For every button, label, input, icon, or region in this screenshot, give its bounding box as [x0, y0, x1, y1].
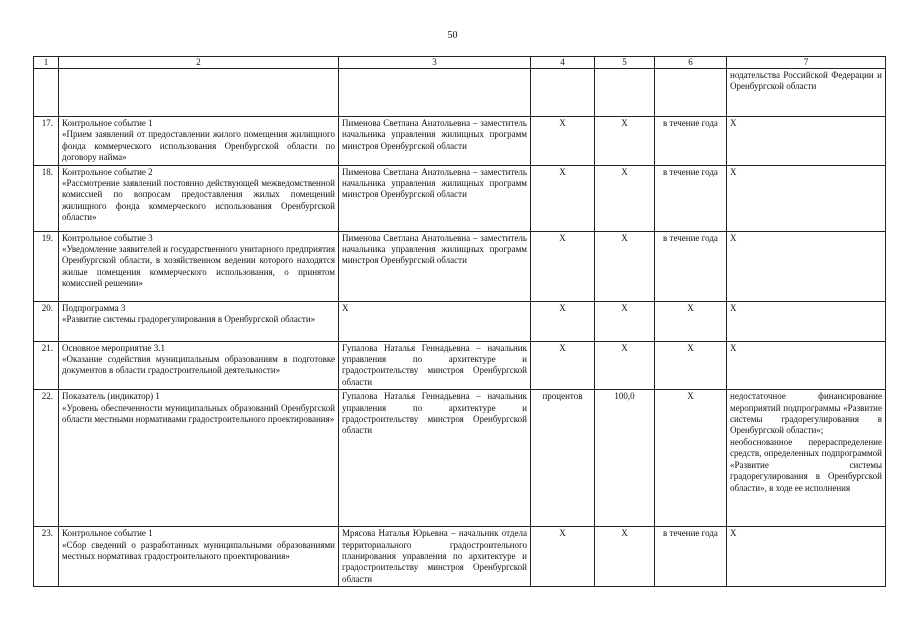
- row-unit: X: [531, 165, 595, 231]
- row-description: Контрольное событие 1 «Сбор сведений о разработанных муниципальными образованиями местных нормативах градостроительного проектирования»: [59, 527, 339, 587]
- row-description: Показатель (индикатор) 1 «Уровень обеспеченности муниципальных образований Оренбургской области местными нормативами градостроительного проектирования»: [59, 390, 339, 527]
- row-value: X: [595, 117, 655, 166]
- table-row: [34, 341, 886, 390]
- column-header: 6: [655, 57, 727, 69]
- column-header: 1: [34, 57, 59, 69]
- row-unit: X: [531, 117, 595, 166]
- row-description: Подпрограмма 3 «Развитие системы градорегулирования в Оренбургской области»: [59, 301, 339, 341]
- row-number: 17.: [34, 117, 59, 166]
- row-notes: X: [727, 117, 886, 166]
- row-unit: X: [531, 527, 595, 587]
- row-value: X: [595, 165, 655, 231]
- row-notes: нодательства Российской Федерации и Оренбургской области: [727, 69, 886, 117]
- table-row: [34, 117, 886, 166]
- row-notes: X: [727, 231, 886, 301]
- table-body: [34, 57, 886, 587]
- row-unit: X: [531, 301, 595, 341]
- column-header: 3: [339, 57, 531, 69]
- row-number: [34, 69, 59, 117]
- row-notes: X: [727, 527, 886, 587]
- page-number: 50: [447, 30, 458, 41]
- row-responsible: Мрясова Наталья Юрьевна – начальник отдела территориального градостроительного планирования управления по архитектуре и градостроительству минстроя Оренбургской области: [339, 527, 531, 587]
- table-row: [34, 301, 886, 341]
- row-unit: [531, 69, 595, 117]
- control-events-table: [33, 56, 886, 587]
- row-value: X: [595, 301, 655, 341]
- row-period: в течение года: [655, 527, 727, 587]
- row-responsible: Пименова Светлана Анатольевна – заместитель начальника управления жилищных программ минстроя Оренбургской области: [339, 117, 531, 166]
- row-period: X: [655, 341, 727, 390]
- row-description: Основное мероприятие 3.1 «Оказание содействия муниципальным образованиям в подготовке документов в области градостроительной деятельности»: [59, 341, 339, 390]
- row-period: в течение года: [655, 165, 727, 231]
- row-responsible: Пименова Светлана Анатольевна – заместитель начальника управления жилищных программ минстроя Оренбургской области: [339, 165, 531, 231]
- row-unit: X: [531, 231, 595, 301]
- table-row: [34, 527, 886, 587]
- row-number: 21.: [34, 341, 59, 390]
- row-notes: недостаточное финансирование мероприятий подпрограммы «Развитие системы градорегулирования в Оренбургской области»; необоснованное перераспределение средств, определенных подпрограммой «Развитие системы градорегулирования в Оренбургской области», в ходе ее исполнения: [727, 390, 886, 527]
- column-header: 4: [531, 57, 595, 69]
- table-row: [34, 69, 886, 117]
- table-header-row: [34, 57, 886, 69]
- row-value: [595, 69, 655, 117]
- row-responsible: Гупалова Наталья Геннадьевна – начальник управления по архитектуре и градостроительству минстроя Оренбургской области: [339, 341, 531, 390]
- row-value: X: [595, 231, 655, 301]
- row-number: 23.: [34, 527, 59, 587]
- row-description: Контрольное событие 1 «Прием заявлений от предоставлении жилого помещения жилищного фонда коммерческого использования Оренбургской области по договору найма»: [59, 117, 339, 166]
- row-notes: X: [727, 341, 886, 390]
- row-number: 20.: [34, 301, 59, 341]
- row-description: Контрольное событие 2 «Рассмотрение заявлений постоянно действующей межведомственной комиссией по вопросам предоставления жилых помещений жилищного фонда коммерческого использования Оренбургской области»: [59, 165, 339, 231]
- row-number: 22.: [34, 390, 59, 527]
- row-unit: процентов: [531, 390, 595, 527]
- row-notes: X: [727, 165, 886, 231]
- column-header: 7: [727, 57, 886, 69]
- column-header: 2: [59, 57, 339, 69]
- table-row: [34, 390, 886, 527]
- row-period: X: [655, 390, 727, 527]
- table-row: [34, 231, 886, 301]
- row-value: X: [595, 527, 655, 587]
- row-number: 19.: [34, 231, 59, 301]
- row-value: X: [595, 341, 655, 390]
- row-notes: X: [727, 301, 886, 341]
- row-responsible: X: [339, 301, 531, 341]
- row-description: [59, 69, 339, 117]
- row-responsible: Гупалова Наталья Геннадьевна – начальник управления по архитектуре и градостроительству минстроя Оренбургской области: [339, 390, 531, 527]
- row-unit: X: [531, 341, 595, 390]
- row-description: Контрольное событие 3 «Уведомление заявителей и государственного унитарного предприятия Оренбургской области, в хозяйственном ведении которого находятся жилые помещения коммерческого использования, о принятом комиссией решении»: [59, 231, 339, 301]
- column-header: 5: [595, 57, 655, 69]
- row-responsible: [339, 69, 531, 117]
- table-row: [34, 165, 886, 231]
- row-responsible: Пименова Светлана Анатольевна – заместитель начальника управления жилищных программ минстроя Оренбургской области: [339, 231, 531, 301]
- row-period: [655, 69, 727, 117]
- row-period: в течение года: [655, 231, 727, 301]
- row-period: в течение года: [655, 117, 727, 166]
- row-period: X: [655, 301, 727, 341]
- row-value: 100,0: [595, 390, 655, 527]
- row-number: 18.: [34, 165, 59, 231]
